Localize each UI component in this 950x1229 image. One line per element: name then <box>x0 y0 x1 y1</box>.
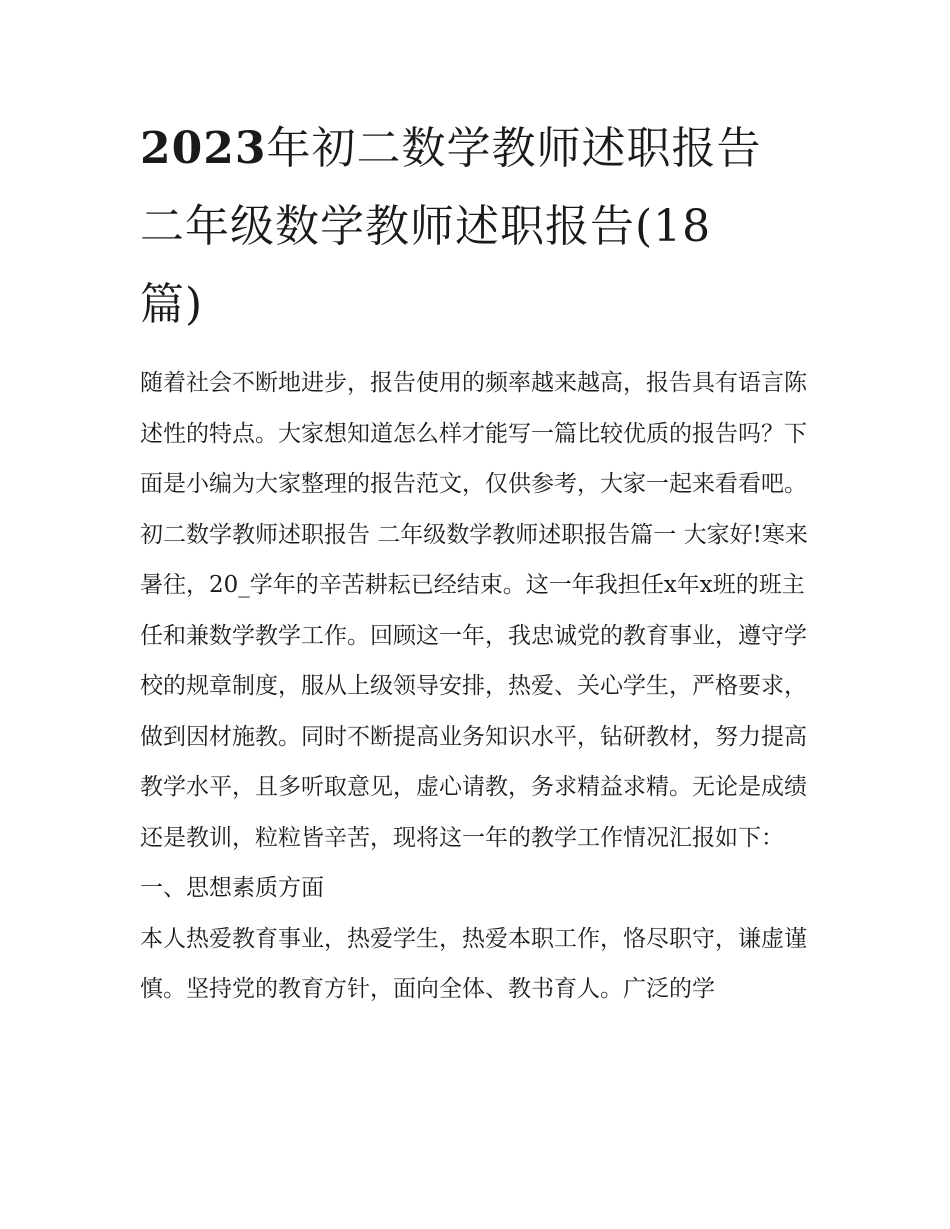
title-line-3: 篇) <box>140 279 204 330</box>
document-page <box>140 110 812 1015</box>
section-heading: 一、思想素质方面 <box>140 875 324 901</box>
report-paragraph: 初二数学教师述职报告 二年级数学教师述职报告篇一 大家好!寒来暑往，20_学年的辛苦耕耘已经结束。这一年我担任x年x班的班主任和兼数学教学工作。回顾这一年，我忠诚党的教育事业，遵守学校的规章制度，服从上级领导安排，热爱、关心学生，严格要求，做到因材施教。同时不断提高业务知识水平，钻研教材，努力提高教学水平，且多听取意见，虚心请教，务求精益求精。无论是成绩还是教训，粒粒皆辛苦，现将这一年的教学工作情况汇报如下： <box>140 521 808 851</box>
intro-paragraph: 随着社会不断地进步，报告使用的频率越来越高，报告具有语言陈述性的特点。大家想知道怎么样才能写一篇比较优质的报告吗？下面是小编为大家整理的报告范文，仅供参考，大家一起来看看吧。 <box>140 370 807 497</box>
document-title <box>140 110 812 344</box>
document-body <box>140 358 812 1015</box>
title-year: 2023 <box>140 123 267 174</box>
title-line-2: 二年级数学教师述职报告(18 <box>140 201 712 252</box>
title-line-1: 2023年初二数学教师述职报告 <box>140 123 762 174</box>
section-paragraph: 本人热爱教育事业，热爱学生，热爱本职工作，恪尽职守，谦虚谨慎。坚持党的教育方针，面向全体、教书育人。广泛的学 <box>140 925 807 1002</box>
